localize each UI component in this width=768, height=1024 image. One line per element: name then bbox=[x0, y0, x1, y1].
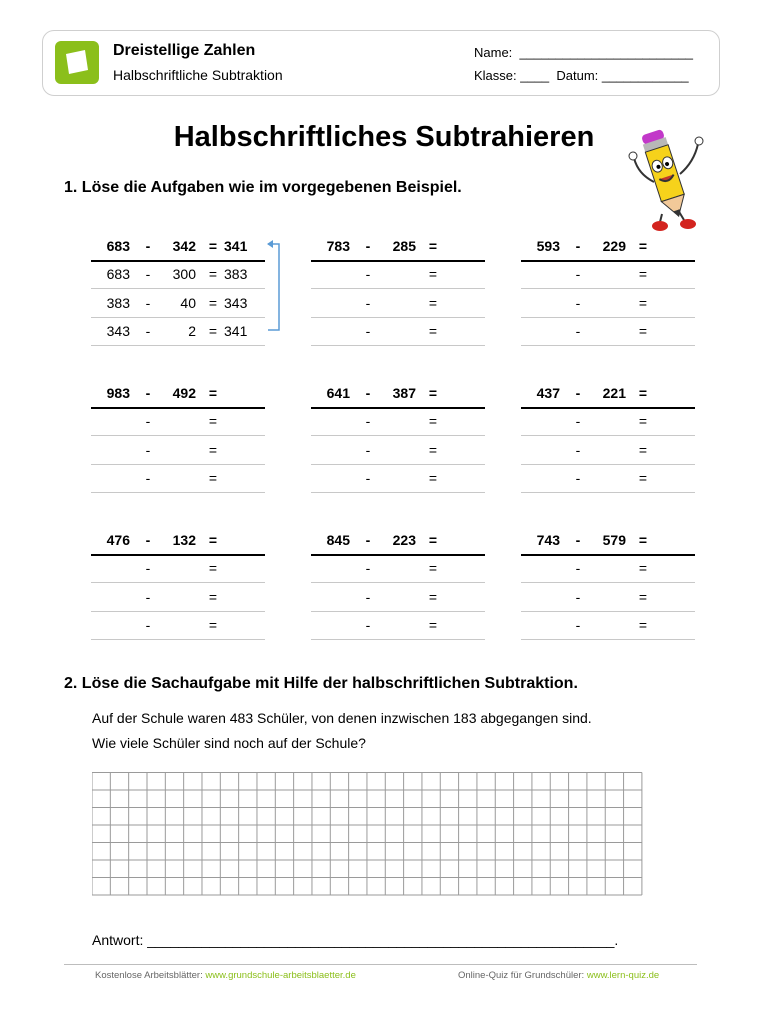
exercise-task-row bbox=[521, 232, 695, 262]
exercise-task-row bbox=[521, 379, 695, 409]
minus-sign: - bbox=[365, 442, 371, 458]
equals-sign: = bbox=[428, 323, 438, 339]
footer-right bbox=[458, 970, 659, 981]
equals-sign: = bbox=[208, 385, 218, 401]
task2-heading: 2. Löse die Sachaufgabe mit Hilfe der halbschriftlichen Subtraktion. bbox=[64, 675, 578, 692]
exercise-step-row[interactable] bbox=[311, 260, 485, 289]
exercise-task-row bbox=[311, 232, 485, 262]
minus-sign: - bbox=[575, 617, 581, 633]
minus-sign: - bbox=[575, 295, 581, 311]
result: 341 bbox=[224, 238, 248, 254]
minus-sign: - bbox=[365, 470, 371, 486]
minuend: 683 bbox=[106, 266, 130, 282]
minus-sign: - bbox=[575, 323, 581, 339]
minus-sign: - bbox=[365, 589, 371, 605]
task1-heading: 1. Löse die Aufgaben wie im vorgegebenen Beispiel. bbox=[64, 179, 462, 196]
equals-sign: = bbox=[638, 532, 648, 548]
equals-sign: = bbox=[208, 560, 218, 576]
exercise-step-row[interactable] bbox=[521, 583, 695, 612]
equals-sign: = bbox=[208, 295, 218, 311]
exercise-step-row[interactable] bbox=[91, 583, 265, 612]
minuend: 845 bbox=[326, 532, 350, 548]
subtrahend: 221 bbox=[602, 385, 626, 401]
minuend: 641 bbox=[326, 385, 350, 401]
minuend: 437 bbox=[536, 385, 560, 401]
minus-sign: - bbox=[145, 413, 151, 429]
exercise-task-row bbox=[91, 379, 265, 409]
minuend: 383 bbox=[106, 295, 130, 311]
equals-sign: = bbox=[208, 238, 218, 254]
minus-sign: - bbox=[575, 385, 581, 401]
minuend: 476 bbox=[106, 532, 130, 548]
equals-sign: = bbox=[428, 442, 438, 458]
exercise-step-row[interactable] bbox=[521, 260, 695, 289]
footer-left-label: Kostenlose Arbeitsblätter: bbox=[95, 970, 206, 981]
subtrahend: 40 bbox=[180, 295, 196, 311]
exercise-task-row bbox=[91, 526, 265, 556]
header-subtitle: Halbschriftliche Subtraktion bbox=[113, 67, 283, 83]
equals-sign: = bbox=[638, 589, 648, 605]
minus-sign: - bbox=[145, 238, 151, 254]
exercise-step-row[interactable] bbox=[521, 611, 695, 640]
task2-text-line1: Auf der Schule waren 483 Schüler, von denen inzwischen 183 abgegangen sind. bbox=[92, 710, 592, 726]
equals-sign: = bbox=[638, 560, 648, 576]
equals-sign: = bbox=[428, 532, 438, 548]
minus-sign: - bbox=[365, 295, 371, 311]
equals-sign: = bbox=[638, 617, 648, 633]
exercise-step-row[interactable] bbox=[521, 554, 695, 583]
exercise-step-row[interactable] bbox=[311, 317, 485, 346]
result: 343 bbox=[224, 295, 248, 311]
subtrahend: 132 bbox=[172, 532, 196, 548]
equals-sign: = bbox=[208, 413, 218, 429]
subtrahend: 229 bbox=[602, 238, 626, 254]
exercise-step-row[interactable] bbox=[91, 554, 265, 583]
equals-sign: = bbox=[428, 385, 438, 401]
exercise-block bbox=[311, 232, 485, 344]
green-square-logo-icon bbox=[55, 41, 99, 84]
subtrahend: 300 bbox=[172, 266, 196, 282]
minus-sign: - bbox=[145, 470, 151, 486]
exercise-block bbox=[311, 526, 485, 638]
subtrahend: 285 bbox=[392, 238, 416, 254]
exercise-block bbox=[521, 379, 695, 491]
equals-sign: = bbox=[428, 266, 438, 282]
exercise-block bbox=[521, 232, 695, 344]
minus-sign: - bbox=[365, 266, 371, 282]
task2-text-line2: Wie viele Schüler sind noch auf der Schule? bbox=[92, 735, 366, 751]
equals-sign: = bbox=[208, 617, 218, 633]
subtrahend: 2 bbox=[188, 323, 196, 339]
equals-sign: = bbox=[208, 470, 218, 486]
footer-left bbox=[95, 970, 356, 981]
exercise-step-row[interactable] bbox=[311, 407, 485, 436]
exercise-step-row[interactable] bbox=[91, 317, 265, 346]
subtrahend: 342 bbox=[172, 238, 196, 254]
equals-sign: = bbox=[428, 413, 438, 429]
bracket-arrow-icon bbox=[266, 238, 286, 334]
minus-sign: - bbox=[365, 323, 371, 339]
exercise-step-row[interactable] bbox=[91, 260, 265, 289]
minus-sign: - bbox=[145, 385, 151, 401]
minus-sign: - bbox=[145, 617, 151, 633]
minus-sign: - bbox=[145, 442, 151, 458]
minuend: 783 bbox=[326, 238, 350, 254]
equals-sign: = bbox=[638, 266, 648, 282]
exercise-step-row[interactable] bbox=[521, 317, 695, 346]
minus-sign: - bbox=[575, 560, 581, 576]
exercise-step-row[interactable] bbox=[521, 464, 695, 493]
footer-left-link[interactable]: www.grundschule-arbeitsblaetter.de bbox=[205, 970, 356, 981]
minuend: 743 bbox=[536, 532, 560, 548]
exercise-step-row[interactable] bbox=[91, 464, 265, 493]
exercise-task-row bbox=[311, 379, 485, 409]
exercise-block bbox=[521, 526, 695, 638]
page-title: Halbschriftliches Subtrahieren bbox=[173, 121, 595, 153]
exercise-step-row[interactable] bbox=[311, 464, 485, 493]
minus-sign: - bbox=[145, 323, 151, 339]
equals-sign: = bbox=[208, 323, 218, 339]
footer-divider bbox=[64, 964, 697, 965]
exercise-step-row[interactable] bbox=[311, 289, 485, 318]
equals-sign: = bbox=[638, 470, 648, 486]
equals-sign: = bbox=[428, 238, 438, 254]
exercise-step-row[interactable] bbox=[91, 436, 265, 465]
subtrahend: 387 bbox=[392, 385, 416, 401]
exercise-step-row[interactable] bbox=[521, 436, 695, 465]
exercise-step-row[interactable] bbox=[91, 611, 265, 640]
minus-sign: - bbox=[145, 266, 151, 282]
equals-sign: = bbox=[638, 238, 648, 254]
exercise-step-row[interactable] bbox=[91, 407, 265, 436]
minus-sign: - bbox=[145, 560, 151, 576]
exercise-block bbox=[91, 379, 265, 491]
equals-sign: = bbox=[428, 589, 438, 605]
exercise-task-row bbox=[521, 526, 695, 556]
minus-sign: - bbox=[575, 442, 581, 458]
minus-sign: - bbox=[575, 589, 581, 605]
result: 341 bbox=[224, 323, 248, 339]
minus-sign: - bbox=[145, 589, 151, 605]
minus-sign: - bbox=[365, 413, 371, 429]
exercise-block bbox=[311, 379, 485, 491]
header-title: Dreistellige Zahlen bbox=[113, 42, 256, 59]
equals-sign: = bbox=[428, 617, 438, 633]
equals-sign: = bbox=[208, 532, 218, 548]
subtrahend: 579 bbox=[602, 532, 626, 548]
exercise-step-row[interactable] bbox=[311, 583, 485, 612]
exercise-step-row[interactable] bbox=[311, 611, 485, 640]
exercise-task-row bbox=[91, 232, 265, 262]
equals-sign: = bbox=[638, 385, 648, 401]
class-date-field[interactable]: Klasse: ____ Datum: ____________ bbox=[474, 68, 689, 83]
footer-right-link[interactable]: www.lern-quiz.de bbox=[586, 970, 660, 981]
exercise-step-row[interactable] bbox=[521, 289, 695, 318]
equals-sign: = bbox=[208, 266, 218, 282]
equals-sign: = bbox=[208, 589, 218, 605]
header-box bbox=[42, 30, 720, 96]
exercise-step-row[interactable] bbox=[91, 289, 265, 318]
equals-sign: = bbox=[428, 560, 438, 576]
exercise-block bbox=[91, 526, 265, 638]
minus-sign: - bbox=[575, 266, 581, 282]
minus-sign: - bbox=[145, 532, 151, 548]
name-field[interactable]: Name: ________________________ bbox=[474, 45, 694, 60]
pencil-mascot-icon bbox=[624, 122, 706, 234]
minus-sign: - bbox=[575, 532, 581, 548]
minus-sign: - bbox=[365, 238, 371, 254]
equals-sign: = bbox=[208, 442, 218, 458]
minus-sign: - bbox=[575, 238, 581, 254]
equals-sign: = bbox=[428, 295, 438, 311]
equals-sign: = bbox=[428, 470, 438, 486]
minus-sign: - bbox=[365, 560, 371, 576]
equals-sign: = bbox=[638, 323, 648, 339]
result: 383 bbox=[224, 266, 248, 282]
minus-sign: - bbox=[145, 295, 151, 311]
exercise-task-row bbox=[311, 526, 485, 556]
minus-sign: - bbox=[575, 470, 581, 486]
minuend: 593 bbox=[536, 238, 560, 254]
calculation-grid[interactable] bbox=[92, 772, 644, 896]
minuend: 683 bbox=[106, 238, 130, 254]
equals-sign: = bbox=[638, 413, 648, 429]
equals-sign: = bbox=[638, 442, 648, 458]
exercise-step-row[interactable] bbox=[521, 407, 695, 436]
exercise-step-row[interactable] bbox=[311, 554, 485, 583]
exercise-block bbox=[91, 232, 265, 344]
minuend: 343 bbox=[106, 323, 130, 339]
subtrahend: 223 bbox=[392, 532, 416, 548]
minus-sign: - bbox=[365, 617, 371, 633]
minuend: 983 bbox=[106, 385, 130, 401]
answer-line[interactable]: Antwort: ____________________________________________________________. bbox=[92, 932, 619, 948]
minus-sign: - bbox=[575, 413, 581, 429]
minus-sign: - bbox=[365, 385, 371, 401]
footer-right-label: Online-Quiz für Grundschüler: bbox=[458, 970, 587, 981]
exercise-step-row[interactable] bbox=[311, 436, 485, 465]
minus-sign: - bbox=[365, 532, 371, 548]
equals-sign: = bbox=[638, 295, 648, 311]
subtrahend: 492 bbox=[172, 385, 196, 401]
